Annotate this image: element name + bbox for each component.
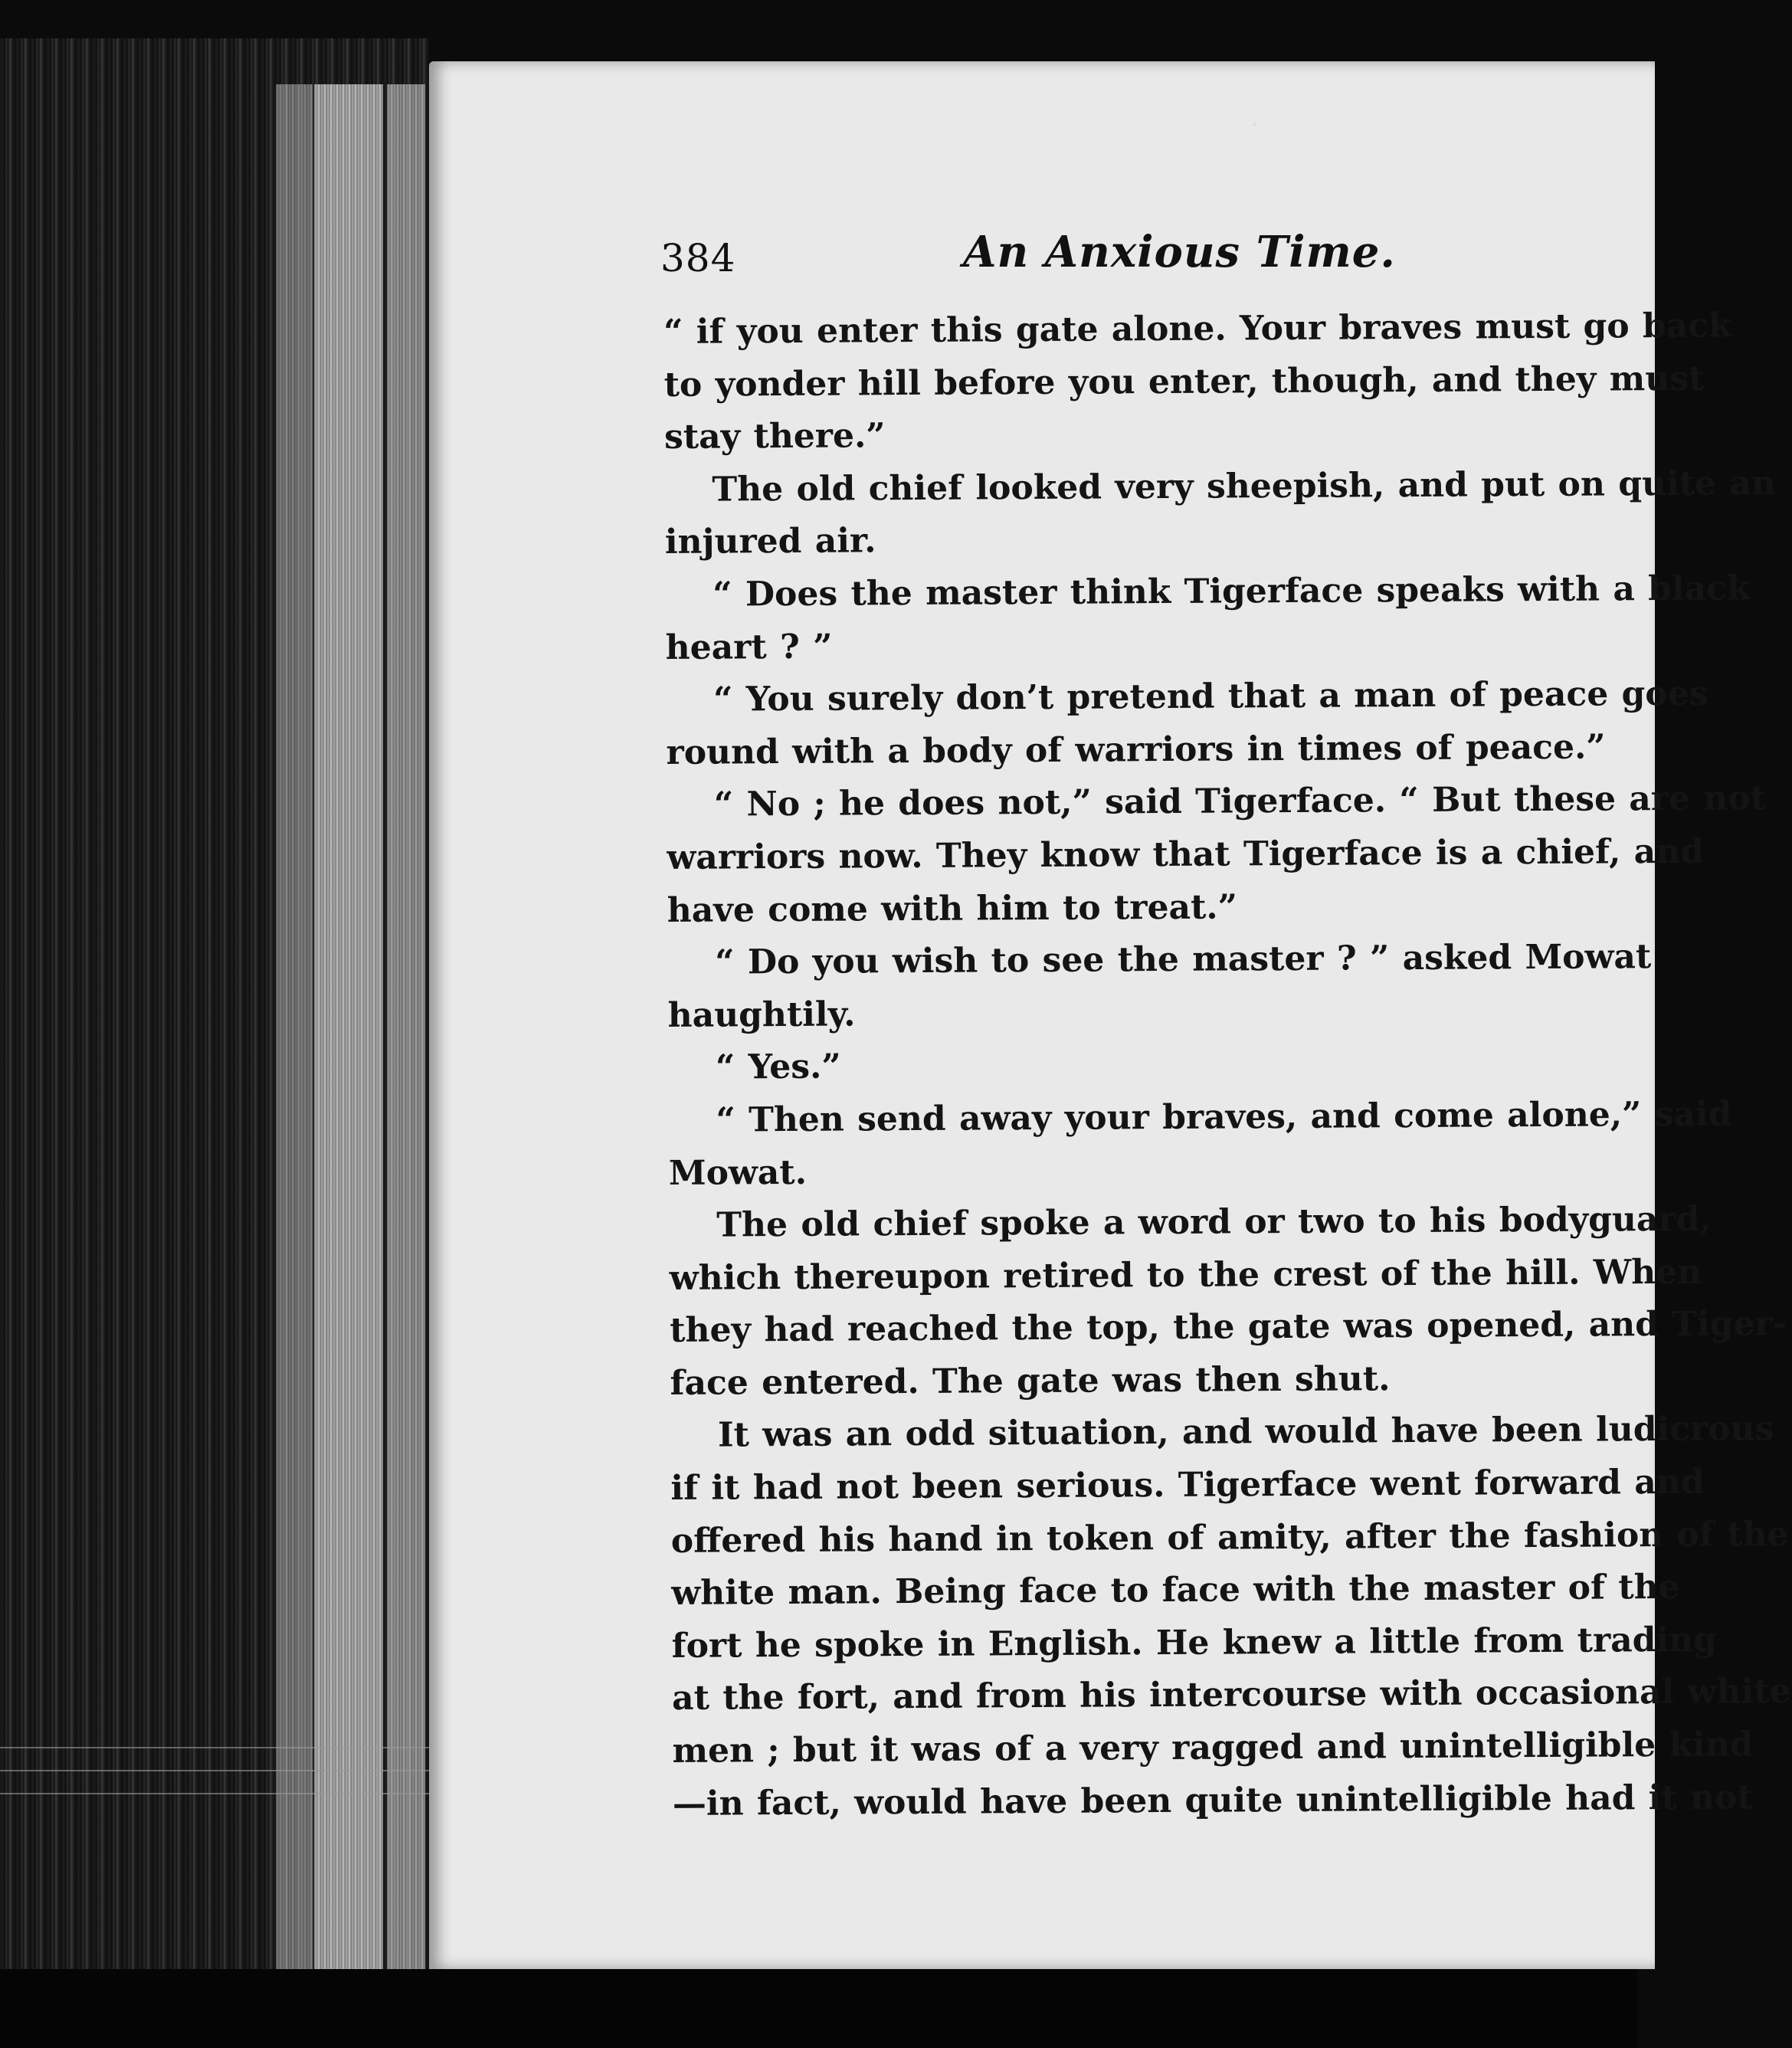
page-number: 384	[660, 236, 736, 280]
text-line: warriors now. They know that Tigerface is a chief, and	[667, 831, 1705, 877]
book-page-edges	[0, 38, 429, 1969]
running-title: An Anxious Time.	[963, 227, 1396, 277]
scan-artifact-line	[0, 1793, 429, 1794]
page-edge-band	[314, 84, 383, 2000]
text-line: “ if you enter this gate alone. Your braves must go back	[663, 306, 1732, 352]
text-line: “ Does the master think Tigerface speaks with a black	[713, 569, 1751, 614]
scan-artifact-line	[0, 1770, 429, 1771]
text-line: round with a body of warriors in times of peace.”	[666, 727, 1606, 772]
text-line: “ Then send away your braves, and come alone,” said	[716, 1094, 1732, 1140]
text-line: which thereupon retired to the crest of the hill. When	[669, 1252, 1702, 1298]
text-line: have come with him to treat.”	[667, 886, 1238, 930]
text-line: Mowat.	[668, 1152, 808, 1193]
text-line: fort he spoke in English. He knew a little from trading	[671, 1620, 1718, 1666]
text-line: if it had not been serious. Tigerface went forward and	[670, 1462, 1705, 1509]
page-edge-band	[387, 84, 425, 2000]
text-line: offered his hand in token of amity, after the fashion of the	[670, 1514, 1789, 1561]
text-line: stay there.”	[663, 416, 886, 457]
text-line: “ No ; he does not,” said Tigerface. “ But these are not	[713, 778, 1767, 824]
text-line: “ Do you wish to see the master ? ” asked Mowat	[715, 937, 1652, 982]
page-edge-band	[276, 84, 313, 2000]
text-line: face entered. The gate was then shut.	[670, 1359, 1391, 1403]
text-line: to yonder hill before you enter, though, and they must	[663, 359, 1705, 405]
text-line: It was an odd situation, and would have been ludicrous	[717, 1409, 1774, 1456]
paper-speck	[1253, 123, 1256, 126]
scan-artifact-line	[0, 1747, 429, 1748]
text-line: —in fact, would have been quite unintelligible had it not	[672, 1777, 1753, 1824]
text-line: men ; but it was of a very ragged and unintelligible kind	[672, 1725, 1754, 1771]
running-head	[660, 222, 1626, 291]
text-line: The old chief spoke a word or two to his bodyguard,	[716, 1199, 1712, 1245]
text-line: “ Yes.”	[715, 1047, 841, 1087]
text-line: “ You surely don’t pretend that a man of peace goes	[713, 673, 1708, 719]
body-text	[663, 300, 1791, 1830]
text-line: heart ? ”	[665, 627, 833, 667]
text-line: white man. Being face to face with the master of the	[671, 1568, 1680, 1614]
text-line: The old chief looked very sheepish, and put on quite an	[712, 463, 1776, 510]
text-line: haughtily.	[667, 995, 856, 1035]
text-line: at the fort, and from his intercourse with occasional white	[671, 1672, 1791, 1719]
text-line: they had reached the top, the gate was opened, and Tiger-	[670, 1304, 1787, 1351]
text-line: injured air.	[664, 521, 876, 562]
scan-bottom-border	[0, 1969, 1637, 2048]
